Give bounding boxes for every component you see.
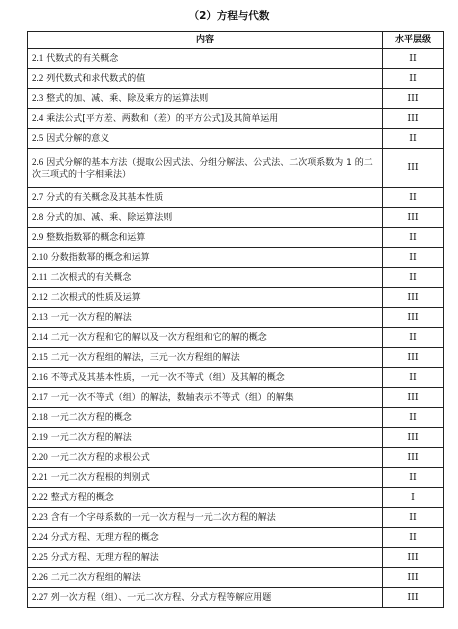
topic-cell [28, 129, 383, 149]
topic-number: 2.3 [32, 93, 44, 103]
level-cell: II [383, 508, 444, 528]
topic-text: 乘法公式[平方差、两数和（差）的平方公式]及其简单运用 [46, 114, 279, 124]
level-cell: II [383, 228, 444, 248]
level-cell: II [383, 368, 444, 388]
topic-text: 二元一次方程和它的解以及一次方程组和它的解的概念 [50, 333, 267, 343]
topic-number: 2.21 [32, 472, 48, 482]
topic-cell [28, 348, 383, 368]
level-cell: III [383, 288, 444, 308]
level-cell: III [383, 568, 444, 588]
table-row [28, 208, 444, 228]
table-row [28, 388, 444, 408]
topic-number: 2.25 [32, 552, 48, 562]
topic-cell [28, 308, 383, 328]
table-row [28, 468, 444, 488]
topic-number: 2.24 [32, 532, 48, 542]
topic-text: 整式方程的概念 [50, 493, 114, 503]
table-row [28, 588, 444, 608]
topic-cell [28, 468, 383, 488]
topic-text: 整式的加、减、乘、除及乘方的运算法则 [46, 94, 209, 104]
topic-number: 2.16 [32, 372, 48, 382]
table-row [28, 129, 444, 149]
level-cell: II [383, 248, 444, 268]
topic-text: 列一次方程（组）、一元二次方程、分式方程等解应用题 [50, 593, 272, 603]
table-row [28, 228, 444, 248]
table-row [28, 568, 444, 588]
topic-number: 2.18 [32, 412, 48, 422]
table-body [28, 49, 444, 608]
topic-text: 因式分解的基本方法（提取公因式法、分组分解法、公式法、二次项系数为 1 的二次三项式的十字相乘法） [32, 157, 373, 180]
level-cell: III [383, 109, 444, 129]
topic-text: 一元二次方程的概念 [50, 413, 132, 423]
table-row [28, 89, 444, 109]
topic-cell [28, 408, 383, 428]
topic-number: 2.2 [32, 73, 44, 83]
table-row [28, 69, 444, 89]
topic-text: 二元一次方程组的解法，三元一次方程组的解法 [50, 353, 240, 363]
topic-text: 分式方程、无理方程的解法 [50, 553, 159, 563]
topic-number: 2.9 [32, 232, 44, 242]
level-cell: III [383, 388, 444, 408]
topic-text: 二次根式的性质及运算 [50, 293, 141, 303]
topic-cell [28, 568, 383, 588]
topic-cell [28, 248, 383, 268]
topic-number: 2.22 [32, 492, 48, 502]
topic-cell [28, 228, 383, 248]
level-cell: II [383, 188, 444, 208]
topic-cell [28, 488, 383, 508]
level-cell: II [383, 49, 444, 69]
topic-cell [28, 149, 383, 188]
topic-cell [28, 288, 383, 308]
table-row [28, 109, 444, 129]
topic-text: 列代数式和求代数式的值 [46, 74, 146, 84]
topic-cell [28, 188, 383, 208]
topic-cell [28, 548, 383, 568]
table-row [28, 328, 444, 348]
topic-cell [28, 428, 383, 448]
level-cell: II [383, 468, 444, 488]
topic-number: 2.13 [32, 312, 48, 322]
table-row [28, 488, 444, 508]
topic-text: 分式的有关概念及其基本性质 [46, 193, 164, 203]
table-row [28, 288, 444, 308]
topic-text: 一元一次不等式（组）的解法，数轴表示不等式（组）的解集 [50, 393, 294, 403]
topic-number: 2.8 [32, 212, 44, 222]
level-cell: III [383, 208, 444, 228]
topic-cell [28, 69, 383, 89]
level-cell: II [383, 328, 444, 348]
level-cell: III [383, 588, 444, 608]
topic-text: 整数指数幂的概念和运算 [46, 233, 146, 243]
level-cell: III [383, 548, 444, 568]
topic-cell [28, 528, 383, 548]
level-cell: II [383, 408, 444, 428]
topic-cell [28, 448, 383, 468]
topic-cell [28, 49, 383, 69]
table-row [28, 548, 444, 568]
table-header-row [28, 32, 444, 49]
table-row [28, 49, 444, 69]
topic-number: 2.23 [32, 512, 48, 522]
topic-text: 含有一个字母系数的一元一次方程与一元二次方程的解法 [50, 513, 276, 523]
table-row [28, 368, 444, 388]
topic-number: 2.7 [32, 192, 44, 202]
topic-number: 2.11 [32, 272, 48, 282]
section-title: （2）方程与代数 [188, 10, 270, 22]
topic-text: 一元一次方程的解法 [50, 313, 132, 323]
level-cell: II [383, 129, 444, 149]
topic-cell [28, 388, 383, 408]
topic-number: 2.10 [32, 252, 48, 262]
table-row [28, 268, 444, 288]
level-cell: III [383, 89, 444, 109]
topic-text: 分数指数幂的概念和运算 [50, 253, 150, 263]
topic-text: 分式方程、无理方程的概念 [50, 533, 159, 543]
header-level: 水平层级 [383, 32, 444, 49]
topic-number: 2.1 [32, 53, 44, 63]
table-row [28, 308, 444, 328]
level-cell: II [383, 268, 444, 288]
level-cell: II [383, 528, 444, 548]
topic-number: 2.26 [32, 572, 48, 582]
topic-text: 一元二次方程的解法 [50, 433, 132, 443]
topic-cell [28, 588, 383, 608]
level-cell: III [383, 448, 444, 468]
topic-number: 2.15 [32, 352, 48, 362]
topic-text: 一元二次方程根的判别式 [50, 473, 150, 483]
level-cell: III [383, 308, 444, 328]
topic-number: 2.19 [32, 432, 48, 442]
topic-number: 2.27 [32, 592, 48, 602]
topic-text: 代数式的有关概念 [46, 54, 119, 64]
topic-text: 二次根式的有关概念 [50, 273, 132, 283]
topic-cell [28, 328, 383, 348]
topic-number: 2.6 [32, 156, 44, 167]
topic-text: 一元二次方程的求根公式 [50, 453, 150, 463]
table-row [28, 188, 444, 208]
topic-number: 2.12 [32, 292, 48, 302]
level-cell: III [383, 348, 444, 368]
level-cell: I [383, 488, 444, 508]
header-content: 内容 [28, 32, 383, 49]
table-row [28, 528, 444, 548]
topic-number: 2.17 [32, 392, 48, 402]
topic-cell [28, 368, 383, 388]
table-row [28, 348, 444, 368]
topic-text: 不等式及其基本性质，一元一次不等式（组）及其解的概念 [50, 373, 285, 383]
table-row [28, 149, 444, 188]
topic-cell [28, 109, 383, 129]
topic-number: 2.5 [32, 133, 44, 143]
topic-number: 2.4 [32, 113, 44, 123]
table-row [28, 508, 444, 528]
topic-number: 2.14 [32, 332, 48, 342]
topic-text: 分式的加、减、乘、除运算法则 [46, 213, 173, 223]
topic-text: 因式分解的意义 [46, 134, 110, 144]
table-row [28, 248, 444, 268]
table-row [28, 448, 444, 468]
level-cell: II [383, 69, 444, 89]
topic-number: 2.20 [32, 452, 48, 462]
topic-text: 二元二次方程组的解法 [50, 573, 141, 583]
level-cell: III [383, 149, 444, 188]
table-row [28, 408, 444, 428]
level-cell: III [383, 428, 444, 448]
table-row [28, 428, 444, 448]
topic-cell [28, 89, 383, 109]
topic-cell [28, 208, 383, 228]
topic-cell [28, 268, 383, 288]
syllabus-table [27, 31, 444, 608]
topic-cell [28, 508, 383, 528]
